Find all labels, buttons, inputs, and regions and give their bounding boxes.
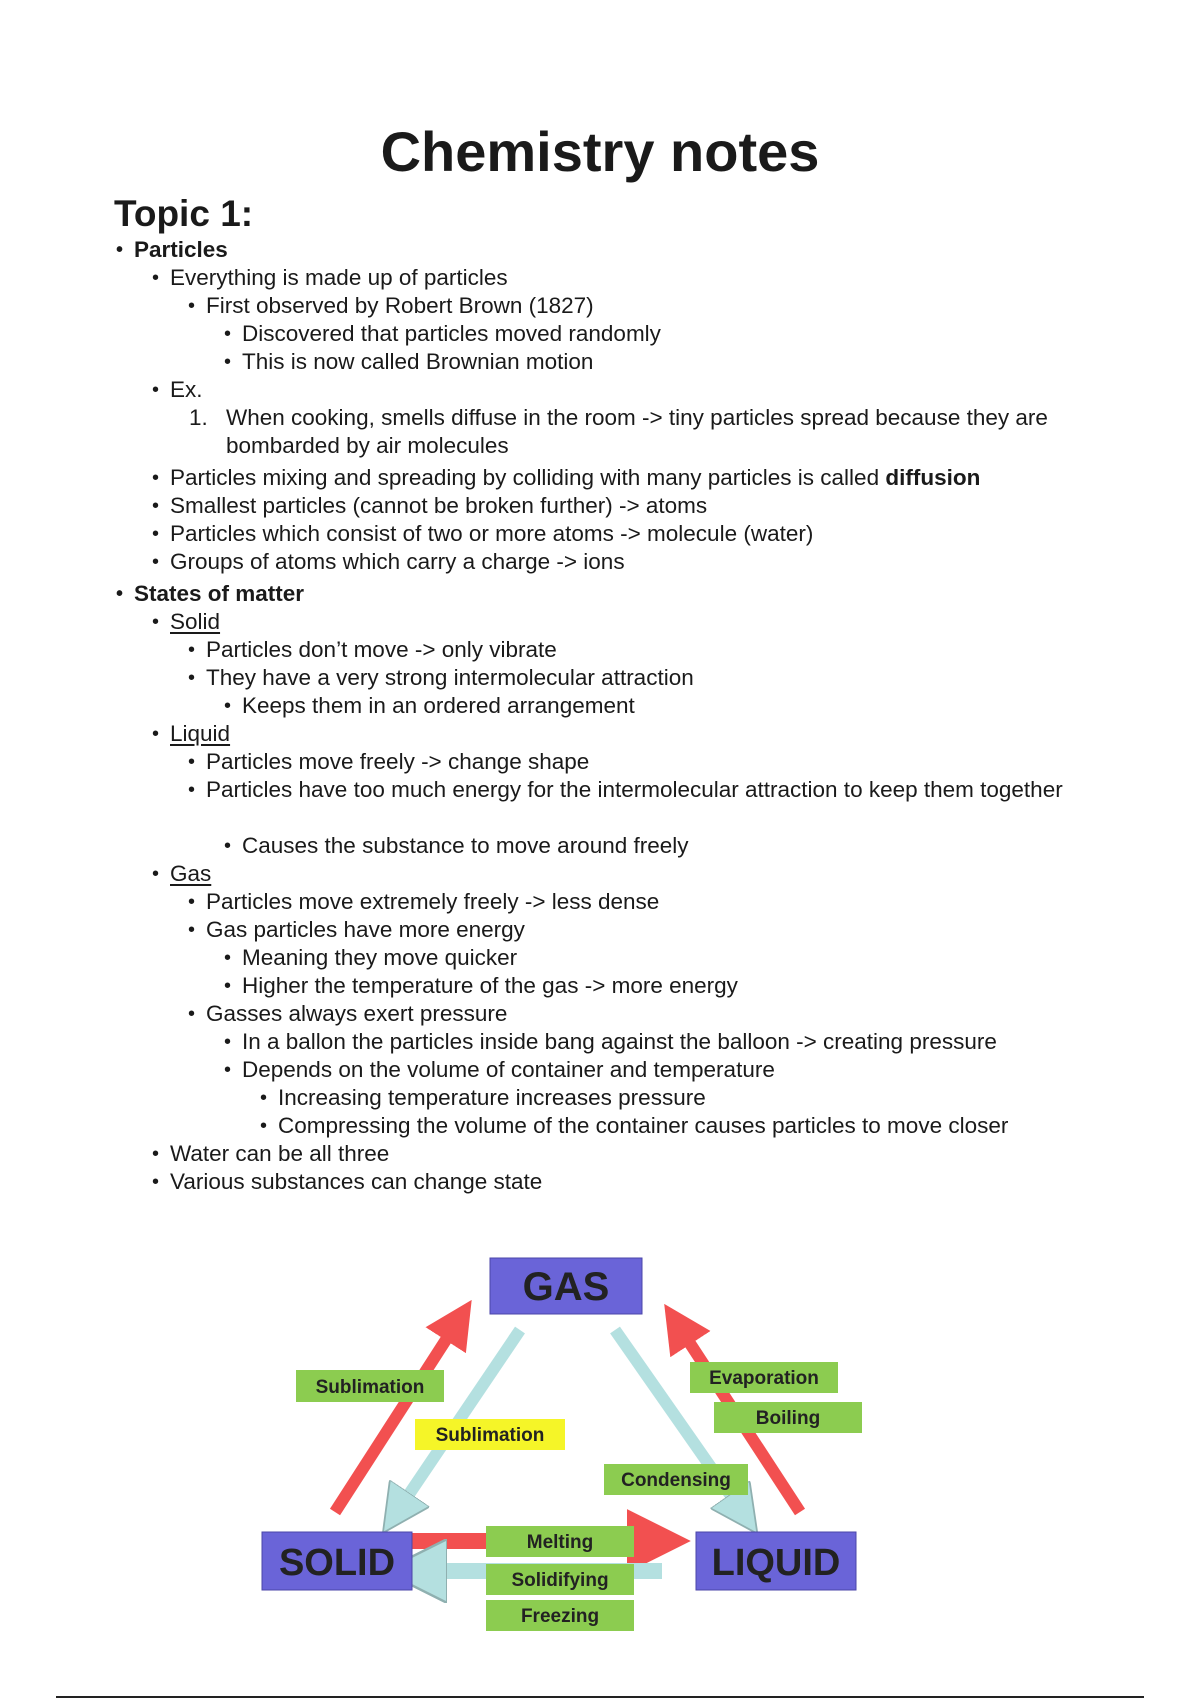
bullet-icon: • [188,779,196,801]
list-item: • Particles move extremely freely -> less dense [188,889,660,914]
condensing-label: Condensing [621,1470,731,1491]
bullet-icon: • [188,751,196,773]
list-item: • This is now called Brownian motion [224,349,594,374]
list-item: • Various substances can change state [152,1169,543,1194]
document-title: Chemistry notes [380,120,820,183]
bullet-icon: • [152,379,160,401]
sublimation-down-label: Sublimation [435,1425,545,1446]
list-item: • Compressing the volume of the container causes particles to move closer [260,1113,1009,1138]
gas-state-label: GAS [522,1265,610,1309]
bullet-icon: • [224,695,232,717]
list-item: • Particles have too much energy for the intermolecular attraction to keep them together [188,777,1063,802]
list-item-solid: • Solid [152,609,221,634]
bullet-icon: • [224,835,232,857]
states-heading: • States of matter [116,581,305,606]
bullet-icon: • [188,919,196,941]
bullet-icon: • [152,863,160,885]
list-item-liquid: • Liquid [152,721,231,746]
bullet-icon: • [152,523,160,545]
list-item: • Particles move freely -> change shape [188,749,590,774]
bullet-icon: • [224,1031,232,1053]
list-item: • Particles don’t move -> only vibrate [188,637,557,662]
topic-heading: Topic 1: [114,193,254,234]
bullet-icon: • [152,1143,160,1165]
list-item: • Causes the substance to move around freely [224,833,689,858]
list-item: • Smallest particles (cannot be broken further) -> atoms [152,493,708,518]
bullet-icon: • [152,1171,160,1193]
bullet-icon: • [116,583,124,605]
boiling-label: Boiling [755,1408,821,1429]
bullet-icon: • [260,1115,268,1137]
bullet-icon: • [188,295,196,317]
list-item: • Gas particles have more energy [188,917,525,942]
bullet-icon: • [152,611,160,633]
list-item: • Meaning they move quicker [224,945,518,970]
bullet-icon: • [188,1003,196,1025]
bullet-icon: • [224,1059,232,1081]
list-item-gas: • Gas [152,861,212,886]
list-item: • Ex. [152,377,203,402]
list-item: • Particles which consist of two or more atoms -> molecule (water) [152,521,814,546]
bullet-icon: • [152,551,160,573]
list-item: • They have a very strong intermolecular attraction [188,665,694,690]
list-item: • Everything is made up of particles [152,265,508,290]
particles-heading: • Particles [116,237,228,262]
bullet-icon: • [224,947,232,969]
bullet-icon: • [116,239,124,261]
list-item: • Particles mixing and spreading by colliding with many particles is called diffusion [152,465,981,490]
bullet-icon: • [188,891,196,913]
bullet-icon: • [152,267,160,289]
list-item: • In a ballon the particles inside bang against the balloon -> creating pressure [224,1029,997,1054]
sublimation-up-label: Sublimation [315,1377,425,1398]
solidifying-label: Solidifying [511,1570,609,1591]
bullet-icon: • [224,351,232,373]
list-item: • Gasses always exert pressure [188,1001,508,1026]
list-item: • Groups of atoms which carry a charge -> ions [152,549,625,574]
list-item: • Higher the temperature of the gas -> more energy [224,973,738,998]
list-item: • Increasing temperature increases pressure [260,1085,706,1110]
page-bottom-rule [56,1696,1144,1698]
bullet-icon: • [224,975,232,997]
bullet-icon: • [260,1087,268,1109]
numbered-item: 1. When cooking, smells diffuse in the room -> tiny particles spread because they are bombarded by air molecules [189,405,1048,458]
diffusion-term: diffusion [885,465,981,490]
list-item: • Keeps them in an ordered arrangement [224,693,635,718]
list-number: 1. [189,405,208,430]
bullet-icon: • [188,639,196,661]
list-item: • Water can be all three [152,1141,390,1166]
bullet-icon: • [152,467,160,489]
bullet-icon: • [152,495,160,517]
list-item: • First observed by Robert Brown (1827) [188,293,594,318]
sublimation-up-arrow [335,1318,460,1512]
bullet-icon: • [188,667,196,689]
list-item: • Discovered that particles moved randomly [224,321,661,346]
liquid-state-label: LIQUID [711,1542,841,1584]
melting-label: Melting [526,1532,594,1553]
freezing-label: Freezing [520,1606,600,1627]
list-item: • Depends on the volume of container and temperature [224,1057,775,1082]
state-change-diagram [230,1250,890,1640]
bullet-icon: • [224,323,232,345]
bullet-icon: • [152,723,160,745]
evaporation-label: Evaporation [709,1368,819,1389]
solid-state-label: SOLID [278,1542,396,1584]
